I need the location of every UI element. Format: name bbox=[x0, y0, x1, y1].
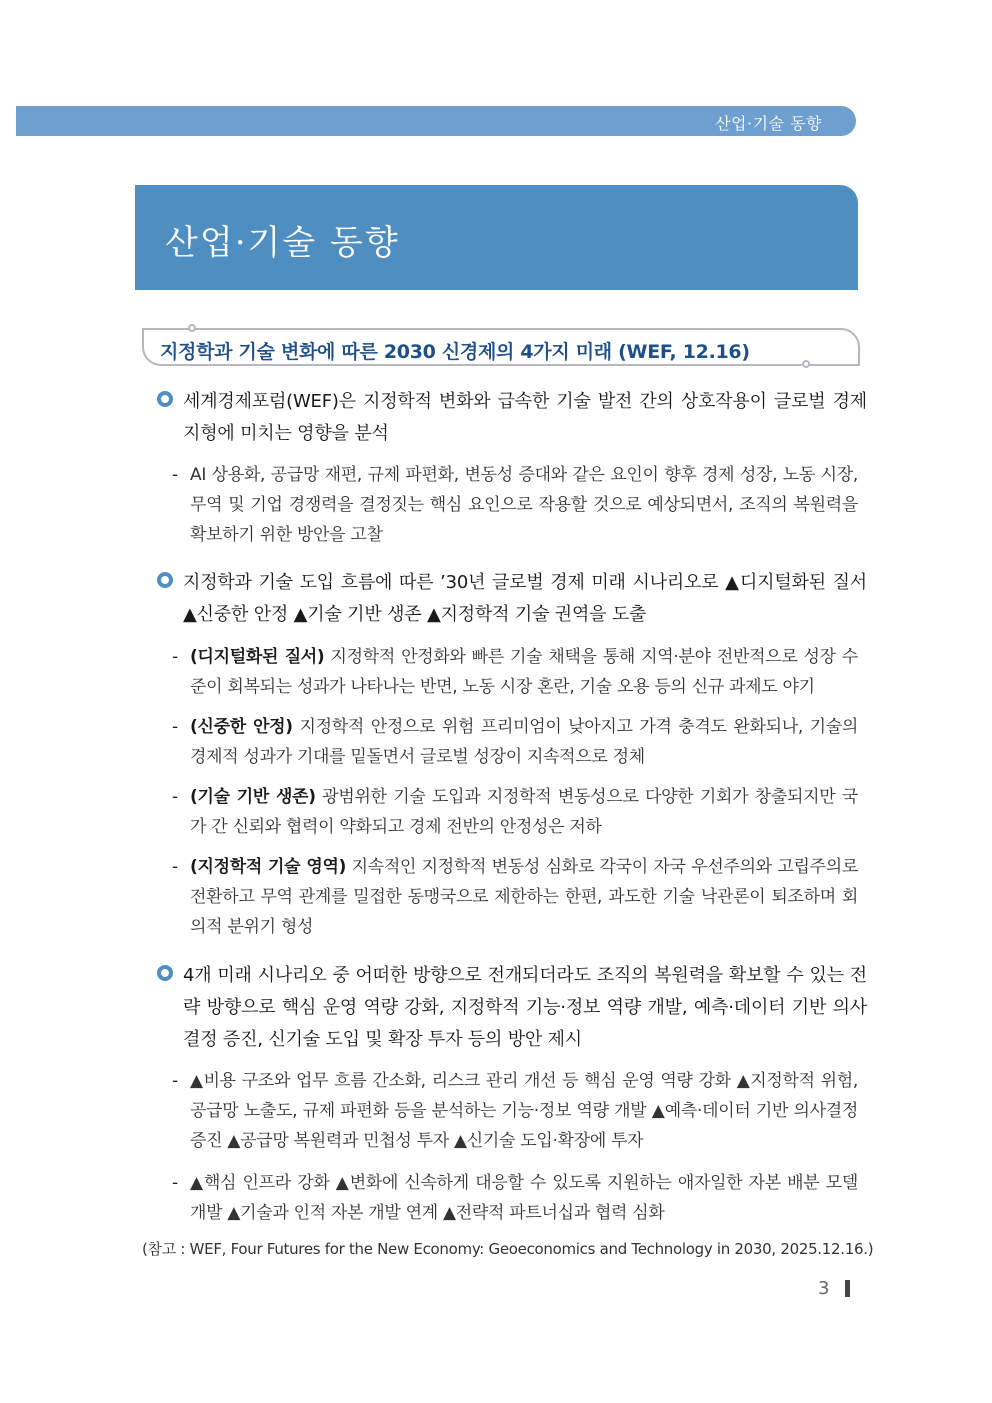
dash-marker: - bbox=[172, 717, 179, 737]
sub-text: AI 상용화, 공급망 재편, 규제 파편화, 변동성 증대와 같은 요인이 향후 경제 성장, 노동 시장, 무역 및 기업 경쟁력을 결정짓는 핵심 요인으로 작용할 것으로 예상되면서, 조직의 복원력을 확보하기 위한 방안을 고찰 bbox=[190, 465, 858, 545]
sub-item-1-1 bbox=[172, 460, 858, 550]
frame-decor-line-bottom bbox=[812, 364, 840, 366]
bullet-item-3 bbox=[157, 960, 867, 1056]
section-title: 산업·기술 동향 bbox=[165, 223, 400, 263]
sub-label: (신중한 안정) bbox=[190, 717, 293, 737]
dash-marker: - bbox=[172, 857, 179, 877]
bullet-circle-icon bbox=[157, 965, 173, 981]
running-header-title: 산업·기술 동향 bbox=[715, 114, 822, 133]
sub-text: (기술 기반 생존) 광범위한 기술 도입과 지정학적 변동성으로 다양한 기회가 창출되지만 국가 간 신뢰와 협력이 약화되고 경제 전반의 안정성은 저하 bbox=[190, 787, 858, 837]
section-title-box bbox=[135, 185, 858, 290]
dash-marker: - bbox=[172, 1071, 179, 1091]
page-number-marker bbox=[845, 1280, 850, 1297]
dash-marker: - bbox=[172, 1173, 179, 1193]
frame-decor-dot-top bbox=[188, 324, 196, 332]
frame-decor-dot-bottom bbox=[802, 360, 810, 368]
sub-text: (신중한 안정) 지정학적 안정으로 위험 프리미엄이 낮아지고 가격 충격도 완화되나, 기술의 경제적 성과가 기대를 밑돌면서 글로벌 성장이 지속적으로 정체 bbox=[190, 717, 859, 767]
sub-text: (지정학적 기술 영역) 지속적인 지정학적 변동성 심화로 각국이 자국 우선주의와 고립주의로 전환하고 무역 관계를 밀접한 동맹국으로 제한하는 한편, 과도한 기술 낙관론이 퇴조하며 회의적 분위기 형성 bbox=[190, 857, 859, 937]
sub-label: (디지털화된 질서) bbox=[190, 647, 325, 667]
bullet-item-2 bbox=[157, 567, 867, 631]
bullet-text: 4개 미래 시나리오 중 어떠한 방향으로 전개되더라도 조직의 복원력을 확보할 수 있는 전략 방향으로 핵심 운영 역량 강화, 지정학적 기능·정보 역량 개발, 예측·데이터 기반 의사결정 증진, 신기술 도입 및 확장 투자 등의 방안 제시 bbox=[183, 965, 867, 1050]
running-header-bar bbox=[16, 106, 856, 136]
sub-item-2-4 bbox=[172, 852, 858, 942]
dash-marker: - bbox=[172, 787, 179, 807]
bullet-text: 세계경제포럼(WEF)은 지정학적 변화와 급속한 기술 발전 간의 상호작용이 글로벌 경제 지형에 미치는 영향을 분석 bbox=[183, 391, 867, 444]
dash-marker: - bbox=[172, 647, 179, 667]
sub-text: ▲핵심 인프라 강화 ▲변화에 신속하게 대응할 수 있도록 지원하는 애자일한 자본 배분 모델 개발 ▲기술과 인적 자본 개발 연계 ▲전략적 파트너십과 협력 심화 bbox=[190, 1173, 858, 1223]
sub-item-2-3 bbox=[172, 782, 858, 842]
bullet-circle-icon bbox=[157, 572, 173, 588]
sub-item-2-2 bbox=[172, 712, 858, 772]
bullet-circle-icon bbox=[157, 391, 173, 407]
frame-decor-line-top bbox=[162, 328, 190, 330]
sub-item-2-1 bbox=[172, 642, 858, 702]
reference-citation: (참고 : WEF, Four Futures for the New Economy: Geoeconomics and Technology in 2030, 2025.12.16.) bbox=[142, 1240, 874, 1258]
bullet-text: 지정학과 기술 도입 흐름에 따른 ’30년 글로벌 경제 미래 시나리오로 ▲디지털화된 질서 ▲신중한 안정 ▲기술 기반 생존 ▲지정학적 기술 권역을 도출 bbox=[183, 572, 867, 625]
dash-marker: - bbox=[172, 465, 179, 485]
sub-label: (기술 기반 생존) bbox=[190, 787, 316, 807]
page-number: 3 bbox=[818, 1278, 830, 1299]
bullet-item-1 bbox=[157, 386, 867, 450]
sub-item-3-1 bbox=[172, 1066, 858, 1156]
article-heading: 지정학과 기술 변화에 따른 2030 신경제의 4가지 미래 (WEF, 12.16) bbox=[160, 341, 750, 363]
sub-text: ▲비용 구조와 업무 흐름 간소화, 리스크 관리 개선 등 핵심 운영 역량 강화 ▲지정학적 위험, 공급망 노출도, 규제 파편화 등을 분석하는 기능·정보 역량 개발 ▲예측·데이터 기반 의사결정 증진 ▲공급망 복원력과 민첩성 투자 ▲신기술 도입·확장에 투자 bbox=[190, 1071, 858, 1151]
sub-label: (지정학적 기술 영역) bbox=[190, 857, 347, 877]
sub-item-3-2 bbox=[172, 1168, 858, 1228]
sub-text: (디지털화된 질서) 지정학적 안정화와 빠른 기술 채택을 통해 지역·분야 전반적으로 성장 수준이 회복되는 성과가 나타나는 반면, 노동 시장 혼란, 기술 오용 등의 신규 과제도 야기 bbox=[190, 647, 859, 697]
